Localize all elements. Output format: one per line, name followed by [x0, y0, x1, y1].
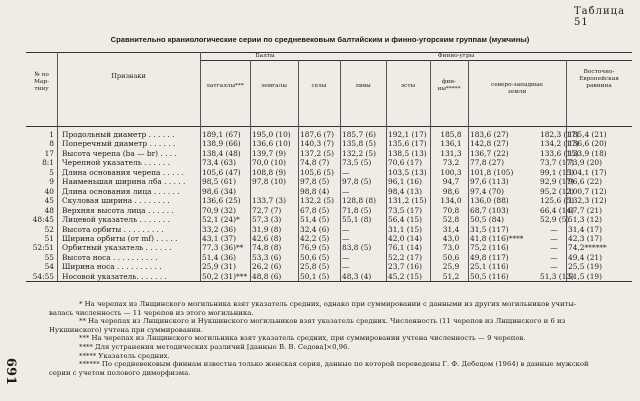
row-number: 40 — [44, 186, 54, 196]
cell-value: — — [342, 262, 350, 272]
row-trait: Длина основания черепа . . . . . — [62, 167, 184, 177]
cell-value: 183,6 (27) — [470, 130, 509, 139]
cell-value: 95,2 (12) — [540, 186, 574, 196]
cell-value: 135,8 (5) — [342, 139, 376, 149]
cell-value: — — [550, 262, 558, 272]
row-number: 45 — [44, 196, 54, 206]
cell-value: 51,2 — [442, 271, 460, 281]
cell-value: 72,7 (7) — [252, 205, 282, 215]
cell-value: 136,6 (10) — [252, 139, 291, 149]
cell-value: 76,1 (14) — [388, 243, 422, 253]
cell-value: 55,1 (8) — [342, 215, 372, 225]
cell-value: 70,6 (17) — [388, 158, 422, 168]
row-number: 1 — [49, 130, 54, 139]
cell-value: 131,2 (15) — [388, 196, 427, 206]
row-number: 54:55 — [32, 271, 54, 281]
cell-value: 189,1 (67) — [202, 130, 241, 139]
cell-value: — — [342, 252, 350, 262]
cell-value: — — [550, 252, 558, 262]
cell-value: 97,8 (10) — [252, 177, 286, 187]
cell-value: 74,8 (8) — [252, 243, 282, 253]
cell-value: 52,2 (17) — [388, 252, 422, 262]
header-finns: фин- ны***** — [437, 79, 461, 92]
cell-value: 45,2 (15) — [388, 271, 422, 281]
cell-value: 136,7 (22) — [470, 148, 509, 158]
footnote-line: * На черепах из Лнщинского могильника взят указатель средних, однако при суммировании с данными из других могильников учиты- — [79, 300, 577, 308]
cell-value: 105,6 (47) — [202, 167, 241, 177]
row-trait: Поперечный диаметр . . . . . . — [62, 139, 176, 149]
cell-value: 73,0 — [442, 243, 460, 253]
row-number: 55 — [44, 252, 54, 262]
cell-value: 133,6 (15) — [540, 148, 579, 158]
cell-value: 98,6 (34) — [202, 186, 236, 196]
row-number: 54 — [44, 262, 54, 272]
header-sels: селы — [311, 83, 327, 89]
cell-value: 68,7 (103) — [470, 205, 509, 215]
cell-value: — — [550, 243, 558, 253]
cell-value: 140,3 (7) — [300, 139, 334, 149]
cell-value: 98,8 (4) — [300, 186, 330, 196]
cell-value: 56,4 (15) — [388, 215, 422, 225]
cell-value: 134,2 (17) — [540, 139, 579, 149]
row-trait: Орбитный указатель . . . . . . — [62, 243, 172, 253]
cell-value: 142,8 (27) — [470, 139, 509, 149]
row-trait: Длина основания лица . . . . . . — [62, 186, 180, 196]
cell-value: 31,1 (15) — [388, 224, 422, 234]
cell-value: 97,4 (70) — [470, 186, 504, 196]
cell-value: — — [342, 167, 350, 177]
cell-value: 43,0 — [442, 233, 460, 243]
cell-value: 33,2 (36) — [202, 224, 236, 234]
row-trait: Верхняя высота лица . . . . . . — [62, 205, 174, 215]
cell-value: 25,1 (116) — [470, 262, 509, 272]
footnote-line: Нукшинского) учтена при суммировании. — [49, 325, 203, 334]
cell-value: 42,6 (8) — [252, 233, 282, 243]
cell-value: 98,4 (13) — [388, 186, 422, 196]
header-ests: эсты — [400, 83, 416, 89]
cell-value: 42,0 (14) — [388, 233, 422, 243]
cell-value: 31,9 (8) — [252, 224, 282, 234]
cell-value: 132,2 (5) — [342, 148, 376, 158]
table-title: Сравнительно краниологические серии по средневековым балтийским и финно-угорским группам (мужчины) — [110, 35, 530, 44]
cell-value: 25,9 — [442, 262, 460, 272]
cell-value: 49,4 (21) — [568, 252, 602, 262]
footnote-line: **** Для устранения методических различий [данные В. В. Седова]×0,96. — [79, 342, 350, 351]
cell-value: 101,8 (105) — [470, 167, 514, 177]
header-latgals: латгаллы*** — [206, 83, 244, 89]
cell-value: 98,6 — [442, 186, 460, 196]
header-traits: Признаки — [111, 72, 146, 80]
cell-value: 73,4 (63) — [202, 158, 236, 168]
cell-value: 128,8 (8) — [342, 196, 376, 206]
cell-value: — — [550, 224, 558, 234]
cell-value: 138,4 (48) — [202, 148, 241, 158]
cell-value: 32,4 (6) — [300, 224, 330, 234]
cell-value: 43,1 (37) — [202, 233, 236, 243]
row-number: 52:51 — [32, 243, 54, 253]
row-trait: Носовой указатель. . . . . . . — [62, 271, 167, 281]
cell-value: 51,3 (12) — [568, 215, 602, 225]
cell-value: 26,2 (6) — [252, 262, 282, 272]
cell-value: 103,5 (13) — [388, 167, 427, 177]
row-trait: Ширина носа . . . . . . . . . . — [62, 262, 162, 272]
cell-value: 51,4 (36) — [202, 252, 236, 262]
cell-value: 108,8 (9) — [252, 167, 286, 177]
row-trait: Ширина орбиты (от mf) . . . . . — [62, 233, 178, 243]
row-number: 51 — [44, 233, 54, 243]
row-number: 9 — [49, 177, 54, 187]
header-bottom-rule — [26, 126, 632, 127]
cell-value: 25,8 (5) — [300, 262, 330, 272]
header-number: № по Мар- тину — [33, 72, 50, 92]
cell-value: 185,4 (21) — [568, 130, 607, 139]
table-bottom-rule — [26, 281, 632, 282]
cell-value: 75,2 (116) — [470, 243, 509, 253]
cell-value: 132,3 (12) — [568, 196, 607, 206]
row-trait: Высота черепа (ba — br) . . . . — [62, 148, 177, 158]
footnotes — [49, 300, 617, 377]
cell-value: 136,1 — [440, 139, 462, 149]
cell-value: — — [342, 233, 350, 243]
cell-value: 48,8 (6) — [252, 271, 282, 281]
cell-value: 50,5 (116) — [470, 271, 509, 281]
cell-value: 98,5 (61) — [202, 177, 236, 187]
header-livs: ливы — [355, 83, 371, 89]
cell-value: 42,2 (5) — [300, 233, 330, 243]
cell-value: 135,6 (17) — [388, 139, 427, 149]
cell-value: 132,2 (5) — [300, 196, 334, 206]
cell-value: 31,4 (17) — [568, 224, 602, 234]
cell-value: 97,6 (113) — [470, 177, 509, 187]
cell-value: 25,5 (19) — [568, 262, 602, 272]
footnote-line: валась численность — 11 черепов из этого могильника. — [49, 308, 254, 317]
row-trait: Лицевой указатель . . . . . . . — [62, 215, 170, 225]
cell-value: 51,4 (5) — [300, 215, 330, 225]
footnote-line: ****** По средневековым финнам известна только женская серия, данные по которой переведены Г. Ф. Дебецом (1964) в данные мужской — [79, 360, 589, 369]
cell-value: 77,3 (36)** — [202, 243, 244, 253]
row-number: 48 — [44, 205, 54, 215]
cell-value: 52,1 (24)* — [202, 215, 240, 225]
cell-value: 70,8 — [442, 205, 460, 215]
cell-value: 133,9 (18) — [568, 148, 607, 158]
row-number: 5 — [49, 167, 54, 177]
data-table — [26, 52, 632, 282]
cell-value: 77,8 (27) — [470, 158, 504, 168]
cell-value: 50,5 (84) — [470, 215, 504, 225]
cell-value: 48,3 (4) — [342, 271, 372, 281]
cell-value: 76,9 (5) — [300, 243, 330, 253]
cell-value: 67,7 (21) — [568, 205, 602, 215]
cell-value: 51,3 (13) — [540, 271, 574, 281]
row-trait: Скуловая ширина . . . . . . . . — [62, 196, 170, 206]
cell-value: 66,4 (14) — [540, 205, 574, 215]
cell-value: 94,7 — [442, 177, 460, 187]
cell-value: 100,7 (12) — [568, 186, 607, 196]
row-trait: Наименьшая ширина лба . . . . . — [62, 177, 186, 187]
cell-value: 136,6 (20) — [568, 139, 607, 149]
cell-value: 104,1 (17) — [568, 167, 607, 177]
cell-value: 53,3 (6) — [252, 252, 282, 262]
header-group-balts: Балты — [255, 53, 275, 59]
group-rule — [200, 60, 632, 61]
cell-value: 131,3 — [440, 148, 462, 158]
page-number: 691 — [3, 357, 19, 385]
col-divider — [57, 52, 58, 281]
cell-value: 134,0 — [440, 196, 462, 206]
cell-value: 50,1 (5) — [300, 271, 330, 281]
cell-value: 185,7 (6) — [342, 130, 376, 139]
header-northwest-lands: северо-западные земли — [491, 82, 543, 95]
cell-value: 41,8 (116)**** — [470, 233, 524, 243]
row-number: 8 — [49, 139, 54, 149]
cell-value: 137,2 (5) — [300, 148, 334, 158]
cell-value: 195,0 (10) — [252, 130, 291, 139]
row-trait: Высота орбиты . . . . . . . . . — [62, 224, 164, 234]
cell-value: 57,3 (3) — [252, 215, 282, 225]
header-east-european-plain: Восточно- Европейская равнина — [579, 69, 619, 89]
cell-value: 70,9 (32) — [202, 205, 236, 215]
cell-value: — — [342, 186, 350, 196]
cell-value: 96,6 (22) — [568, 177, 602, 187]
cell-value: 51,5 (19) — [568, 271, 602, 281]
cell-value: 50,2 (31)*** — [202, 271, 248, 281]
footnote-line: ***** Указатель средних. — [79, 351, 170, 360]
cell-value: — — [342, 224, 350, 234]
row-trait: Черепной указатель . . . . . . — [62, 158, 170, 168]
cell-value: 96,1 (16) — [388, 177, 422, 187]
row-number: 52 — [44, 224, 54, 234]
footnote-line: *** На черепах из Лнщинского могильника взят указатель средних, при суммировании учтена численность — 9 черепов. — [79, 334, 526, 343]
cell-value: 138,9 (66) — [202, 139, 241, 149]
cell-value: 182,3 (17) — [540, 130, 579, 139]
cell-value: 31,5 (117) — [470, 224, 509, 234]
cell-value: 73,5 (5) — [342, 158, 372, 168]
row-number: 48:45 — [32, 215, 54, 225]
cell-value: 73,7 (17) — [540, 158, 574, 168]
cell-value: 136,0 (88) — [470, 196, 509, 206]
footnote-line: ** На черепах из Лнщинского и Нукшинского могильников взят указатель средних. Численность (11 черепов из Лнщинского и 6 из — [79, 317, 566, 326]
cell-value: 92,9 (17) — [540, 177, 574, 187]
cell-value: 71,8 (5) — [342, 205, 372, 215]
cell-value: 70,0 (10) — [252, 158, 286, 168]
cell-value: 97,8 (5) — [342, 177, 372, 187]
cell-value: 99,1 (15) — [540, 167, 574, 177]
cell-value: 73,5 (17) — [388, 205, 422, 215]
cell-value: 49,8 (117) — [470, 252, 509, 262]
cell-value: 133,7 (3) — [252, 196, 286, 206]
cell-value: 139,7 (9) — [252, 148, 286, 158]
cell-value: 100,3 — [440, 167, 462, 177]
footnote-line: серии с учетом полового диморфизма. — [49, 368, 191, 377]
cell-value: 31,4 — [442, 224, 460, 234]
cell-value: 83,8 (5) — [342, 243, 372, 253]
cell-value: 105,6 (5) — [300, 167, 334, 177]
cell-value: 125,6 (5) — [540, 196, 574, 206]
header-group-finno: Финно-угры — [437, 53, 475, 59]
cell-value: 52,9 (5) — [540, 215, 570, 225]
cell-value: 185,8 — [440, 130, 462, 139]
cell-value: 136,6 (25) — [202, 196, 241, 206]
cell-value: — — [550, 233, 558, 243]
cell-value: 73,2 — [442, 158, 460, 168]
cell-value: 67,8 (5) — [300, 205, 330, 215]
cell-value: 73,9 (20) — [568, 158, 602, 168]
row-number: 8:1 — [42, 158, 54, 168]
cell-value: 74,2****** — [568, 243, 607, 253]
cell-value: 97,8 (5) — [300, 177, 330, 187]
cell-value: 52,8 — [442, 215, 460, 225]
cell-value: 50,6 — [442, 252, 460, 262]
cell-value: 192,1 (17) — [388, 130, 427, 139]
cell-value: 187,6 (7) — [300, 130, 334, 139]
header-zemgals: земгалы — [261, 83, 287, 89]
cell-value: 50,6 (5) — [300, 252, 330, 262]
cell-value: 42,3 (17) — [568, 233, 602, 243]
row-trait: Продольный диаметр . . . . . . — [62, 130, 175, 139]
cell-value: 23,7 (16) — [388, 262, 422, 272]
row-trait: Высота носа . . . . . . . . . . — [62, 252, 158, 262]
table-number: Таблица 51 — [574, 6, 626, 28]
cell-value: 138,5 (13) — [388, 148, 427, 158]
cell-value: 74,8 (7) — [300, 158, 330, 168]
cell-value: 25,9 (31) — [202, 262, 236, 272]
row-number: 17 — [44, 148, 54, 158]
